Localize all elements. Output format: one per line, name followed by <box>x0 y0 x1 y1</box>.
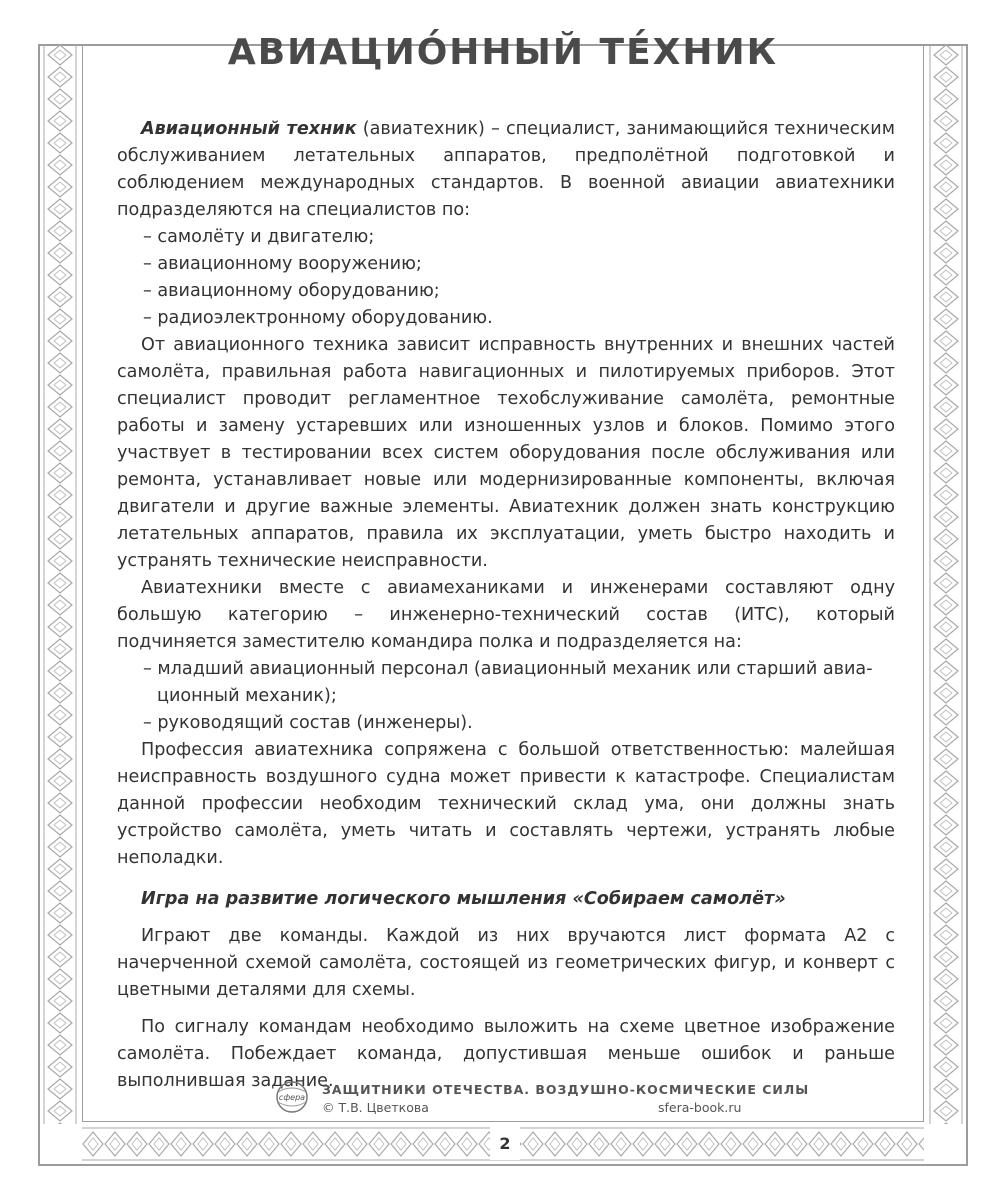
intro-paragraph <box>117 116 895 224</box>
game-heading: Игра на развитие логического мышления «Собираем самолёт» <box>141 889 786 909</box>
page-title: АВИАЦИО́ННЫЙ ТЕ́ХНИК <box>227 32 779 73</box>
paragraph-responsibility: Профессия авиатехника сопряжена с большой ответственностью: малейшая неисправность воздушного судна может привести к катастрофе. Специалистам данной профессии необходим технический склад ума, они должны знать устройство самолёта, уметь читать и составлять чертежи, устранять любые неполадки. <box>117 740 895 868</box>
left-ornament-border <box>38 44 82 1124</box>
list-item: – руководящий состав (инженеры). <box>143 713 473 733</box>
page-number: 2 <box>490 1126 520 1160</box>
article-body <box>117 116 895 1095</box>
list-item: – младший авиационный персонал (авиационный механик или старший авиа- <box>143 659 873 679</box>
footer-author: © Т.В. Цветкова <box>322 1100 429 1115</box>
list-item-continuation: ционный механик); <box>157 686 337 706</box>
list-item: – радиоэлектронному оборудованию. <box>143 308 493 328</box>
svg-text:сфера: сфера <box>278 1093 306 1102</box>
game-paragraph-2: По сигналу командам необходимо выложить на схеме цветное изображение самолёта. Побеждает команда, допустившая меньше ошибок и раньше выполнившая задание. <box>117 1017 895 1091</box>
sfera-logo-icon <box>272 1080 312 1114</box>
page-footer <box>272 1078 810 1118</box>
right-ornament-border <box>924 44 968 1124</box>
intro-text: (авиатехник) – специалист, занимающийся техническим обслуживанием летательных аппаратов, предполётной подготовкой и соблюдением международных стандартов. В военной авиации авиатехники подразделяются на специалистов по: <box>117 119 895 220</box>
footer-series: ЗАЩИТНИКИ ОТЕЧЕСТВА. ВОЗДУШНО-КОСМИЧЕСКИЕ СИЛЫ <box>322 1082 810 1097</box>
paragraph-duties: От авиационного техника зависит исправность внутренних и внешних частей самолёта, правильная работа навигационных и пилотируемых приборов. Этот специалист проводит регламентное техобслуживание самолёта, ремонтные работы и замену устаревших или изношенных узлов и блоков. Помимо этого участвует в тестировании всех систем оборудования после обслуживания или ремонта, устанавливает новые или модернизированные компоненты, включая двигатели и другие важные элементы. Авиатехник должен знать конструкцию летательных аппаратов, правила их эксплуатации, уметь быстро находить и устранять технические неисправности. <box>117 335 895 571</box>
list-item: – самолёту и двигателю; <box>143 227 375 247</box>
intro-lead-term: Авиационный техник <box>141 119 357 139</box>
footer-site-link[interactable]: sfera-book.ru <box>658 1100 742 1115</box>
list-item: – авиационному оборудованию; <box>143 281 440 301</box>
list-item: – авиационному вооружению; <box>143 254 422 274</box>
game-paragraph-1: Играют две команды. Каждой из них вручаются лист формата А2 с начерченной схемой самолёта, состоящей из геометрических фигур, и конверт с цветными деталями для схемы. <box>117 926 895 1000</box>
paragraph-category: Авиатехники вместе с авиамеханиками и инженерами составляют одну большую категорию – инженерно-технический состав (ИТС), который подчиняется заместителю командира полка и подразделяется на: <box>117 578 895 652</box>
